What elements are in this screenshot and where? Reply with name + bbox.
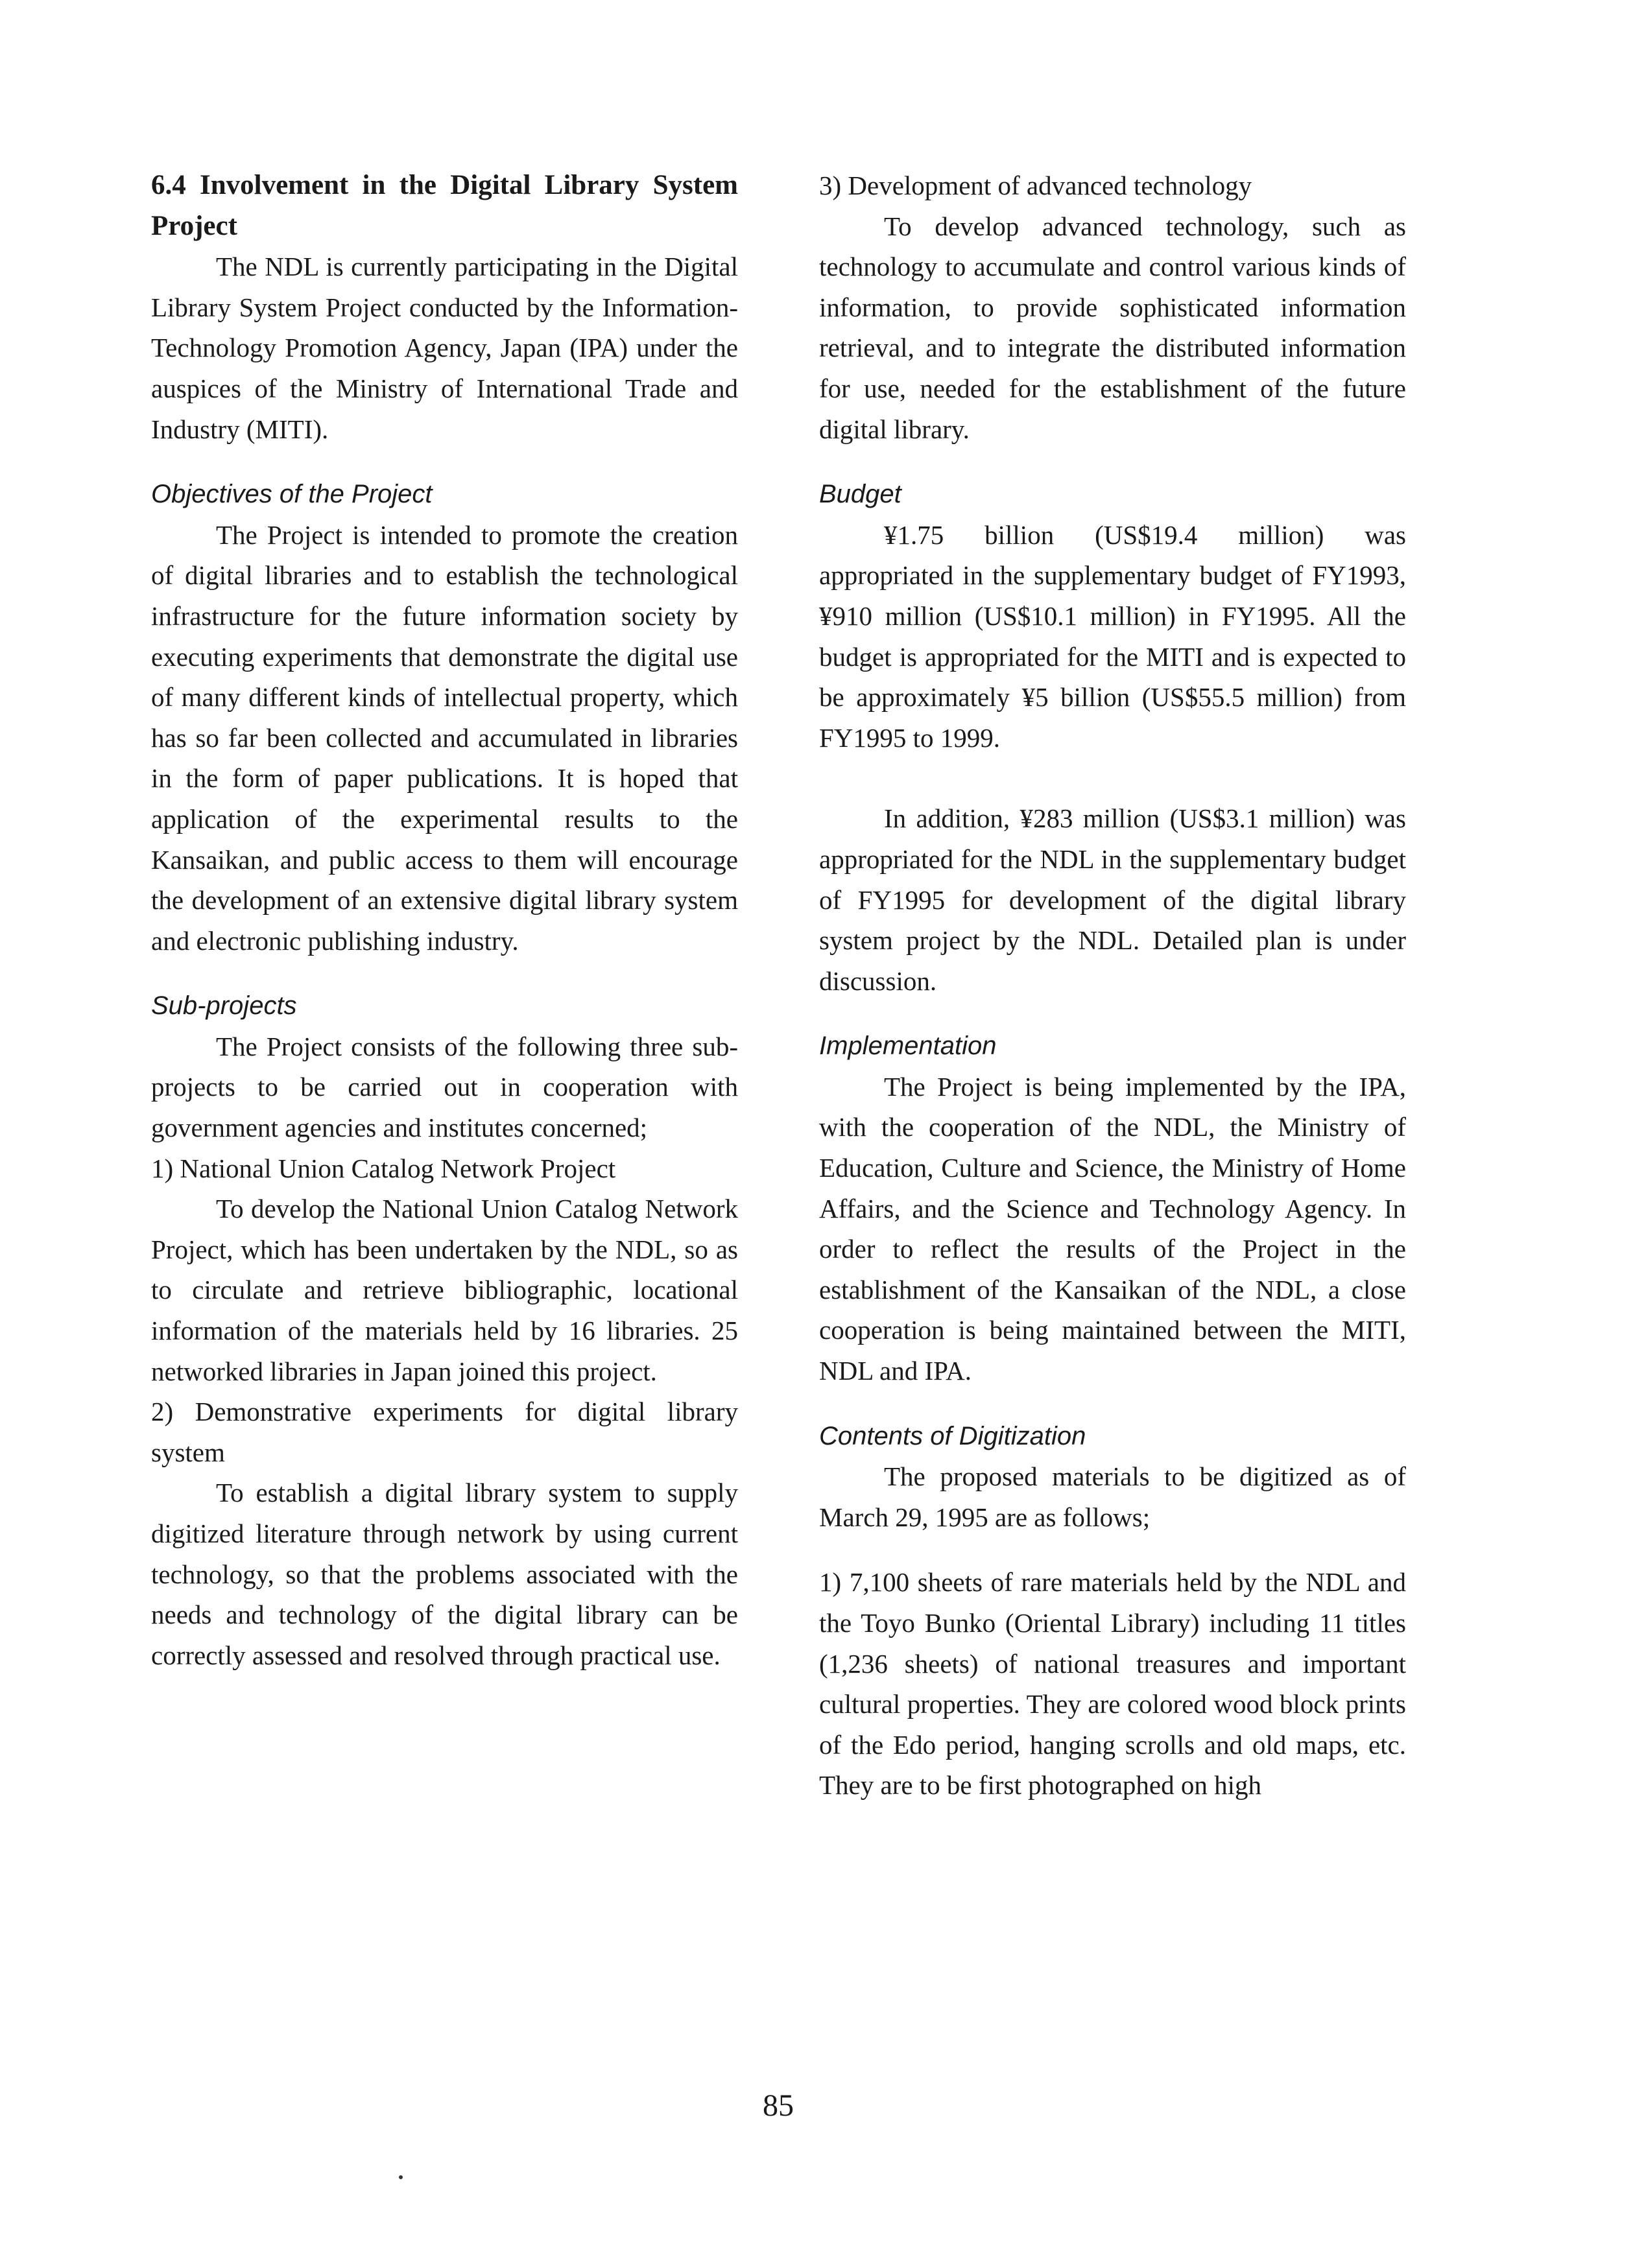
section-title: 6.4 Involvement in the Digital Library System Project bbox=[151, 170, 738, 241]
implementation-paragraph: The Project is being implemented by the IPA, with the cooperation of the NDL, the Ministry of Education, Culture and Science, the Ministry of Home Affairs, and the Science and Technology Agency. In order to reflect the results of the Project in the establishment of the Kansaikan of the NDL, a close cooperation is being maintained between the MITI, NDL and IPA. bbox=[819, 1071, 1406, 1386]
contents-heading: Contents of Digitization bbox=[819, 1421, 1086, 1450]
subproject-1-title: 1) National Union Catalog Network Project bbox=[151, 1153, 616, 1183]
subproject-1-text: To develop the National Union Catalog Network Project, which has been undertaken by the NDL, so as to circulate and retrieve bibliographic, locational information of the materials held by 16 libraries. 25 networked libraries in Japan joined this project. bbox=[151, 1194, 738, 1386]
contents-item-1: 1) 7,100 sheets of rare materials held by the NDL and the Toyo Bunko (Oriental Library) including 11 titles (1,236 sheets) of national treasures and important cultural properties. They are colored wood block prints of the Edo period, hanging scrolls and old maps, etc. They are to be first photographed on high bbox=[819, 1567, 1406, 1801]
subproject-3-text: To develop advanced technology, such as technology to accumulate and control various kinds of information, to provide sophisticated information retrieval, and to integrate the distributed information for use, needed for the establishment of the future digital library. bbox=[819, 211, 1406, 444]
right-column bbox=[819, 165, 1406, 1806]
subproject-3-title: 3) Development of advanced technology bbox=[819, 171, 1252, 200]
subprojects-heading: Sub-projects bbox=[151, 991, 297, 1021]
objectives-paragraph: The Project is intended to promote the creation of digital libraries and to establish the technological infrastructure for the future information society by executing experiments that demonstrate the digital use of many different kinds of intellectual property, which has so far been collected and accumulated in libraries in the form of paper publications. It is hoped that application of the experimental results to the Kansaikan, and public access to them will encourage the development of an extensive digital library system and electronic publishing industry. bbox=[151, 519, 738, 956]
implementation-heading: Implementation bbox=[819, 1032, 997, 1061]
subproject-2-text: To establish a digital library system to supply digitized literature through network by using current technology, so that the problems associated with the needs and technology of the digital library can be correctly assessed and resolved through practical use. bbox=[151, 1478, 738, 1670]
budget-paragraph-2: In addition, ¥283 million (US$3.1 million) was appropriated for the NDL in the supplementary budget of FY1995 for development of the digital library system project by the NDL. Detailed plan is under discussion. bbox=[819, 803, 1406, 996]
scan-speck bbox=[399, 2175, 403, 2179]
budget-heading: Budget bbox=[819, 480, 901, 509]
budget-paragraph-1: ¥1.75 billion (US$19.4 million) was appropriated in the supplementary budget of FY1993, ¥910 million (US$10.1 million) in FY1995. All the budget is appropriated for the MITI and is expected to be approximately ¥5 billion (US$55.5 million) from FY1995 to 1999. bbox=[819, 519, 1406, 753]
objectives-heading: Objectives of the Project bbox=[151, 480, 433, 509]
left-column bbox=[151, 165, 738, 1675]
subprojects-intro: The Project consists of the following three sub-projects to be carried out in cooperation with government agencies and institutes concerned; bbox=[151, 1031, 738, 1143]
contents-intro: The proposed materials to be digitized as of March 29, 1995 are as follows; bbox=[819, 1461, 1406, 1532]
page-number: 85 bbox=[763, 2088, 794, 2123]
subproject-2-title: 2) Demonstrative experiments for digital library system bbox=[151, 1397, 738, 1467]
intro-paragraph: The NDL is currently participating in the Digital Library System Project conducted by the Information-Technology Promotion Agency, Japan (IPA) under the auspices of the Ministry of International Trade and Industry (MITI). bbox=[151, 252, 738, 444]
